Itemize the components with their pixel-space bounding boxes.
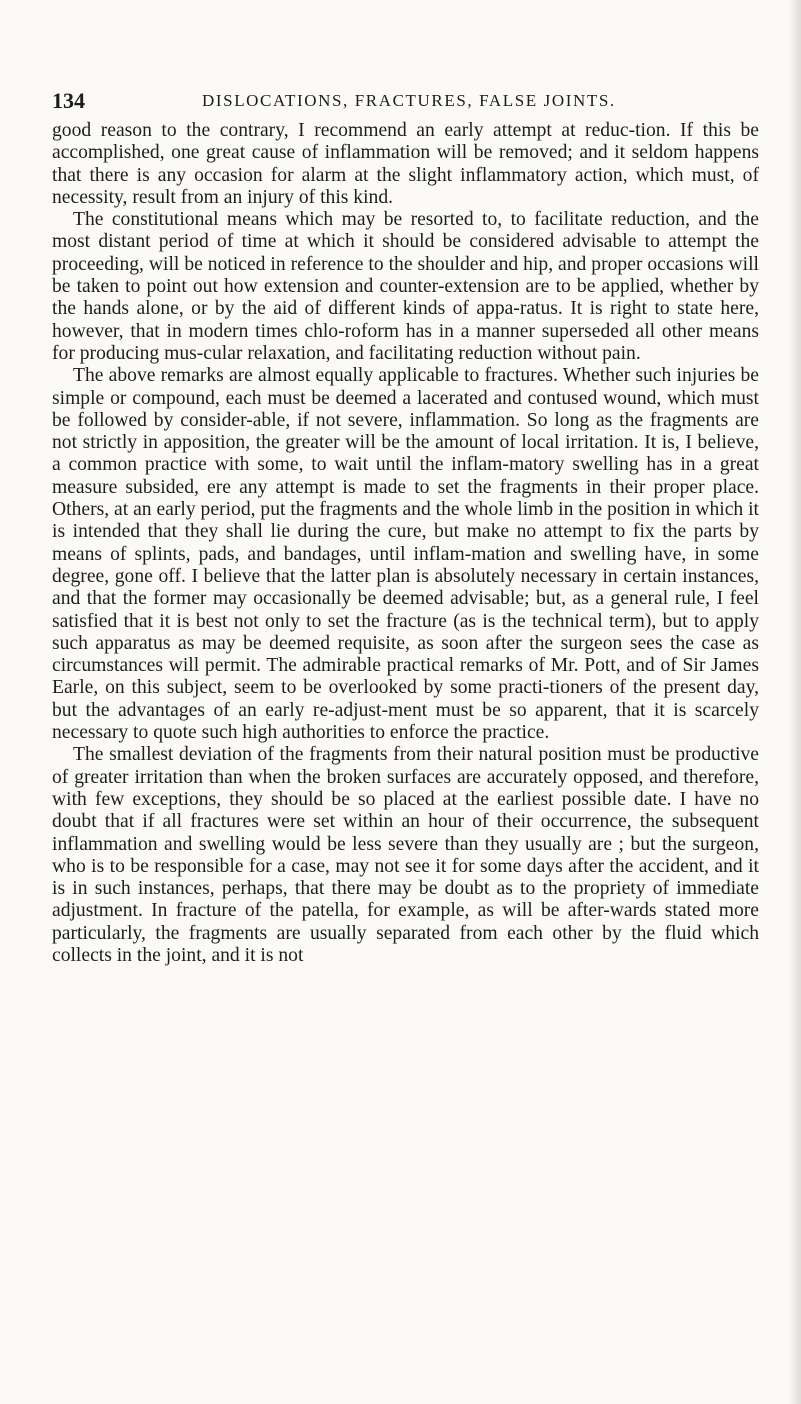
- running-title: DISLOCATIONS, FRACTURES, FALSE JOINTS.: [202, 91, 616, 110]
- paragraph-2: The constitutional means which may be resorted to, to facilitate reduction, and the most distant period of time at which it should be considered advisable to attempt the proceeding, will be noticed in reference to the shoulder and hip, and proper occasions will be taken to point out how extension and counter-extension are to be applied, whether by the hands alone, or by the aid of different kinds of appa-ratus. It is right to state here, however, that in modern times chlo-roform has in a manner superseded all other means for producing mus-cular relaxation, and facilitating reduction without pain.: [52, 209, 759, 364]
- page-number: 134: [52, 88, 85, 113]
- page-header: [52, 88, 752, 116]
- paragraph-3: The above remarks are almost equally applicable to fractures. Whether such injuries be simple or compound, each must be deemed a lacerated and contused wound, which must be followed by consider-able, if not severe, inflammation. So long as the fragments are not strictly in apposition, the greater will be the amount of local irritation. It is, I believe, a common practice with some, to wait until the inflam-matory swelling has in a great measure subsided, ere any attempt is made to set the fragments in their proper place. Others, at an early period, put the fragments and the whole limb in the position in which it is intended that they shall lie during the cure, but make no attempt to fix the parts by means of splints, pads, and bandages, until inflam-mation and swelling have, in some degree, gone off. I believe that the latter plan is absolutely necessary in certain instances, and that the former may occasionally be deemed advisable; but, as a general rule, I feel satisfied that it is best not only to set the fracture (as is the technical term), but to apply such apparatus as may be deemed requisite, as soon after the surgeon sees the case as circumstances will permit. The admirable practical remarks of Mr. Pott, and of Sir James Earle, on this subject, seem to be overlooked by some practi-tioners of the present day, but the advantages of an early re-adjust-ment must be so apparent, that it is scarcely necessary to quote such high authorities to enforce the practice.: [52, 365, 759, 744]
- page-edge-shadow: [789, 0, 801, 1404]
- body-text: [52, 120, 759, 967]
- paragraph-1: good reason to the contrary, I recommend an early attempt at reduc-tion. If this be accomplished, one great cause of inflammation will be removed; and it seldom happens that there is any occasion for alarm at the slight inflammatory action, which must, of necessity, result from an injury of this kind.: [52, 120, 759, 208]
- paragraph-4: The smallest deviation of the fragments from their natural position must be productive of greater irritation than when the broken surfaces are accurately opposed, and therefore, with few exceptions, they should be so placed at the earliest possible date. I have no doubt that if all fractures were set within an hour of their occurrence, the subsequent inflammation and swelling would be less severe than they usually are ; but the surgeon, who is to be responsible for a case, may not see it for some days after the accident, and it is in such instances, perhaps, that there may be doubt as to the propriety of immediate adjustment. In fracture of the patella, for example, as will be after-wards stated more particularly, the fragments are usually separated from each other by the fluid which collects in the joint, and it is not: [52, 744, 759, 966]
